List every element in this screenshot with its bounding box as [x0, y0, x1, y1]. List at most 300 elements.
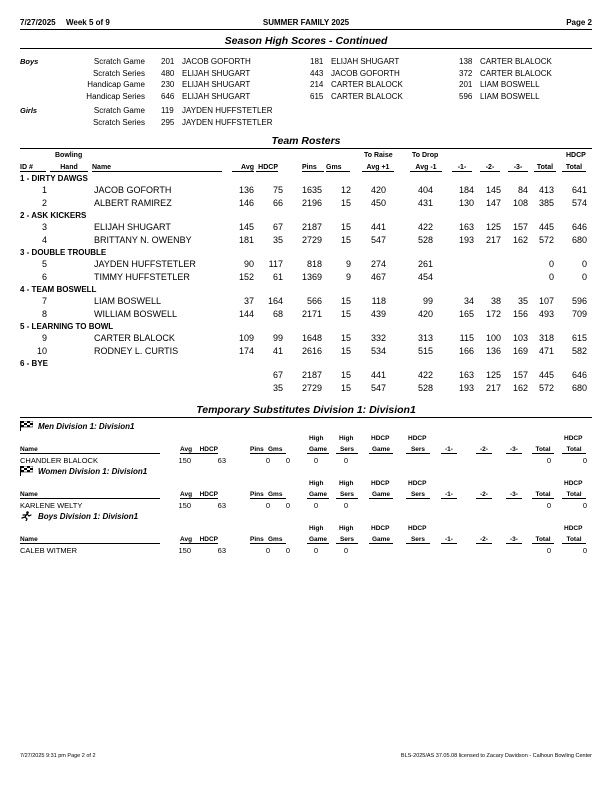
- sub-high-game: 0: [313, 456, 318, 465]
- roster-hdcp-total: 0: [581, 272, 587, 282]
- roster-hdcp-total: 709: [571, 309, 587, 319]
- roster-g3: 103: [512, 333, 528, 343]
- sub-col-total: Total: [532, 446, 554, 454]
- sub-col-hdcp: HDCP: [199, 491, 218, 498]
- roster-id: 10: [36, 346, 47, 356]
- sub-hdcp: 63: [217, 501, 226, 510]
- team-rosters-rule: [20, 148, 592, 149]
- season-score: 615: [310, 91, 324, 101]
- sub-gms: 0: [285, 546, 290, 555]
- sub-col-high-sers-top: High: [339, 435, 354, 442]
- roster-g2: 100: [485, 333, 501, 343]
- bowler-name: ELIJAH SHUGART: [94, 222, 171, 232]
- header-date: 7/27/2025: [20, 18, 56, 27]
- col-avg-plus: Avg +1: [362, 164, 394, 172]
- footer-right: BLS-2025/AS 37.05.08 licensed to Zacary Davidson - Calhoun Bowling Center: [400, 753, 592, 759]
- roster-g1: 163: [458, 370, 474, 380]
- roster-row: [0, 235, 612, 247]
- col-name: Name: [92, 164, 222, 172]
- sub-col-hdcp-game: Game: [369, 536, 393, 544]
- season-category: Handicap Series: [86, 91, 145, 101]
- roster-gms: 12: [340, 185, 351, 195]
- season-category: Scratch Game: [93, 106, 145, 115]
- col-hand: Hand: [50, 164, 88, 172]
- roster-total: 572: [538, 235, 554, 245]
- roster-row: [0, 370, 612, 382]
- sub-col-hdcp-sers-top: HDCP: [408, 525, 427, 532]
- sub-col-game-3: -3-: [506, 536, 522, 544]
- roster-hdcp: 35: [272, 235, 283, 245]
- girls-label: Girls: [20, 106, 38, 115]
- season-category: Scratch Series: [92, 68, 145, 78]
- sub-col-hdcp-sers: Sers: [406, 536, 430, 544]
- season-high-rule: [20, 48, 592, 49]
- sub-col-hdcp-sers-top: HDCP: [408, 480, 427, 487]
- roster-g1: 184: [458, 185, 474, 195]
- roster-drop: 454: [417, 272, 433, 282]
- sub-group-label: Boys Division 1: Division1: [38, 512, 139, 521]
- roster-hdcp: 66: [272, 198, 283, 208]
- bowler-name: WILLIAM BOSWELL: [94, 309, 178, 319]
- sub-col-high-game-top: High: [309, 435, 324, 442]
- sub-col-avg: Avg: [180, 491, 202, 499]
- roster-g1: 165: [458, 309, 474, 319]
- roster-raise: 547: [370, 235, 386, 245]
- col-hdcp-total: Total: [562, 164, 586, 172]
- roster-drop: 404: [417, 185, 433, 195]
- roster-avg: 136: [238, 185, 254, 195]
- roster-total: 445: [538, 370, 554, 380]
- col-game-2: -2-: [480, 164, 500, 172]
- roster-gms: 15: [340, 346, 351, 356]
- roster-g3: 157: [512, 222, 528, 232]
- sub-group-label: Men Division 1: Division1: [38, 422, 135, 431]
- roster-raise: 439: [370, 309, 386, 319]
- sub-col-pins: Pins: [250, 446, 268, 454]
- bowler-name: JACOB GOFORTH: [94, 185, 172, 195]
- roster-total: 493: [538, 309, 554, 319]
- col-to-raise: To Raise: [364, 152, 393, 159]
- col-pins: Pins: [302, 164, 324, 172]
- season-bowler: JAYDEN HUFFSTETLER: [182, 106, 273, 115]
- roster-raise: 547: [370, 383, 386, 393]
- sub-col-high-game-top: High: [309, 525, 324, 532]
- season-score: 646: [161, 91, 175, 101]
- sub-bowler-name: CALEB WITMER: [20, 546, 78, 555]
- sub-gms: 0: [285, 456, 290, 465]
- team-rosters-title: Team Rosters: [271, 135, 341, 147]
- roster-row: [0, 346, 612, 358]
- roster-id: 1: [41, 185, 47, 195]
- roster-gms: 15: [340, 222, 351, 232]
- sub-total: 0: [546, 456, 551, 465]
- sub-col-hdcp-game: Game: [369, 446, 393, 454]
- sub-hdcp-total: 0: [582, 546, 587, 555]
- roster-pins: 2616: [301, 346, 322, 356]
- checkered-flag-icon: [20, 466, 33, 478]
- roster-pins: 2187: [301, 222, 322, 232]
- roster-g2: 136: [485, 346, 501, 356]
- sub-high-sers: 0: [343, 501, 348, 510]
- roster-id: 2: [41, 198, 47, 208]
- sub-high-sers: 0: [343, 546, 348, 555]
- bowler-name: TIMMY HUFFSTETLER: [94, 272, 190, 282]
- col-total: Total: [534, 164, 556, 172]
- sub-col-hdcp-sers-top: HDCP: [408, 435, 427, 442]
- roster-pins: 1648: [301, 333, 322, 343]
- sub-col-name: Name: [20, 491, 160, 499]
- roster-avg: 90: [243, 259, 254, 269]
- roster-g2: 125: [485, 370, 501, 380]
- sub-col-hdcp-total: Total: [562, 446, 586, 454]
- sub-col-game-2: -2-: [476, 536, 492, 544]
- roster-pins: 1369: [301, 272, 322, 282]
- roster-g1: 193: [458, 383, 474, 393]
- bowler-name: JAYDEN HUFFSTETLER: [94, 259, 196, 269]
- roster-pins: 2187: [301, 370, 322, 380]
- sub-col-high-sers-top: High: [339, 525, 354, 532]
- roster-hdcp: 67: [272, 222, 283, 232]
- roster-pins: 2729: [301, 383, 322, 393]
- roster-row: [0, 383, 612, 395]
- roster-hdcp: 35: [272, 383, 283, 393]
- sub-col-game-1: -1-: [441, 491, 457, 499]
- sub-col-total: Total: [532, 491, 554, 499]
- sub-col-high-game-top: High: [309, 480, 324, 487]
- roster-hdcp-total: 574: [571, 198, 587, 208]
- sub-col-pins: Pins: [250, 491, 268, 499]
- sub-col-name: Name: [20, 536, 160, 544]
- roster-raise: 420: [370, 185, 386, 195]
- roster-row: [0, 198, 612, 210]
- roster-avg: 37: [243, 296, 254, 306]
- sub-col-hdcp-game: Game: [369, 491, 393, 499]
- sub-col-game-1: -1-: [441, 446, 457, 454]
- roster-gms: 15: [340, 309, 351, 319]
- sub-col-avg: Avg: [180, 446, 202, 454]
- col-id: ID #: [20, 164, 46, 172]
- season-bowler: CARTER BLALOCK: [480, 68, 552, 78]
- sub-col-hdcp-game-top: HDCP: [371, 435, 390, 442]
- roster-avg: 144: [238, 309, 254, 319]
- season-score: 201: [459, 80, 473, 89]
- roster-gms: 15: [340, 198, 351, 208]
- roster-g2: 217: [485, 235, 501, 245]
- season-score: 214: [310, 80, 324, 89]
- season-score: 596: [459, 91, 473, 101]
- roster-total: 385: [538, 198, 554, 208]
- season-score: 181: [310, 57, 324, 66]
- team-label: 1 - DIRTY DAWGS: [20, 174, 88, 183]
- roster-raise: 534: [370, 346, 386, 356]
- roster-id: 8: [41, 309, 47, 319]
- roster-hdcp: 41: [272, 346, 283, 356]
- team-label: 6 - BYE: [20, 359, 49, 368]
- season-bowler: LIAM BOSWELL: [480, 80, 540, 89]
- roster-total: 107: [538, 296, 554, 306]
- sub-col-hdcp-sers: Sers: [406, 491, 430, 499]
- roster-drop: 99: [422, 296, 433, 306]
- roster-total: 445: [538, 222, 554, 232]
- season-score: 295: [161, 117, 175, 127]
- roster-total: 413: [538, 185, 554, 195]
- bowler-name: ALBERT RAMIREZ: [94, 198, 172, 208]
- roster-g1: 130: [458, 198, 474, 208]
- header-league: SUMMER FAMILY 2025: [262, 18, 350, 27]
- season-bowler: CARTER BLALOCK: [331, 80, 403, 89]
- roster-drop: 528: [417, 235, 433, 245]
- sub-hdcp: 63: [217, 456, 226, 465]
- roster-raise: 441: [370, 222, 386, 232]
- roster-avg: 146: [238, 198, 254, 208]
- sub-hdcp: 63: [217, 546, 226, 555]
- roster-row: [0, 272, 612, 284]
- roster-total: 0: [548, 259, 554, 269]
- season-bowler: ELIJAH SHUGART: [182, 68, 251, 78]
- col-hdcp: HDCP: [256, 164, 278, 172]
- checkered-flag-icon: [20, 421, 33, 433]
- roster-gms: 15: [340, 296, 351, 306]
- sub-high-game: 0: [313, 546, 318, 555]
- roster-gms: 15: [340, 370, 351, 380]
- col-bowling: Bowling: [55, 152, 83, 159]
- roster-total: 0: [548, 272, 554, 282]
- roster-pins: 2729: [301, 235, 322, 245]
- season-bowler: CARTER BLALOCK: [480, 57, 552, 66]
- roster-avg: 145: [238, 222, 254, 232]
- sub-group-label: Women Division 1: Division1: [38, 467, 148, 476]
- roster-hdcp: 68: [272, 309, 283, 319]
- roster-g3: 156: [512, 309, 528, 319]
- roster-g3: 169: [512, 346, 528, 356]
- roster-hdcp: 67: [272, 370, 283, 380]
- sub-hdcp-total: 0: [582, 501, 587, 510]
- roster-drop: 422: [417, 370, 433, 380]
- sub-col-hdcp-total: Total: [562, 536, 586, 544]
- boys-label: Boys: [20, 57, 39, 66]
- roster-drop: 313: [417, 333, 433, 343]
- team-label: 2 - ASK KICKERS: [20, 211, 87, 220]
- roster-gms: 15: [340, 235, 351, 245]
- sub-avg: 150: [178, 501, 191, 510]
- roster-g3: 84: [517, 185, 528, 195]
- bowler-name: LIAM BOSWELL: [94, 296, 162, 306]
- sub-high-game: 0: [313, 501, 318, 510]
- sub-bowler-name: CHANDLER BLALOCK: [20, 456, 98, 465]
- roster-g2: 147: [485, 198, 501, 208]
- col-avg-minus: Avg -1: [410, 164, 442, 172]
- sub-col-high-sers: Sers: [336, 491, 358, 499]
- sub-col-game-1: -1-: [441, 536, 457, 544]
- season-score: 119: [161, 106, 174, 115]
- roster-gms: 15: [340, 383, 351, 393]
- roster-g1: 166: [458, 346, 474, 356]
- footer-left: 7/27/2025 9:31 pm Page 2 of 2: [20, 753, 96, 759]
- col-to-drop: To Drop: [412, 152, 439, 159]
- roster-g1: 163: [458, 222, 474, 232]
- season-bowler: CARTER BLALOCK: [331, 91, 403, 101]
- header-page: Page 2: [566, 18, 592, 27]
- season-bowler: ELIJAH SHUGART: [182, 80, 251, 89]
- substitutes-title: Temporary Substitutes Division 1: Division1: [196, 404, 416, 416]
- season-category: Handicap Game: [87, 80, 145, 89]
- sub-col-hdcp-game-top: HDCP: [371, 480, 390, 487]
- roster-pins: 2196: [301, 198, 322, 208]
- roster-drop: 420: [417, 309, 433, 319]
- roster-drop: 431: [417, 198, 433, 208]
- season-score: 138: [459, 57, 473, 66]
- roster-pins: 1635: [301, 185, 322, 195]
- roster-raise: 332: [370, 333, 386, 343]
- roster-avg: 181: [238, 235, 254, 245]
- sub-avg: 150: [178, 546, 191, 555]
- sub-col-high-game: Game: [308, 491, 328, 498]
- roster-pins: 818: [306, 259, 322, 269]
- sub-col-hdcp-total-top: HDCP: [564, 480, 583, 487]
- season-score: 372: [459, 68, 473, 78]
- sub-col-hdcp-total-top: HDCP: [564, 525, 583, 532]
- season-score: 443: [310, 68, 324, 78]
- roster-g1: 193: [458, 235, 474, 245]
- col-avg: Avg: [232, 164, 254, 172]
- season-score: 230: [161, 80, 175, 89]
- season-category: Scratch Series: [92, 117, 145, 127]
- sub-col-high-sers-top: High: [339, 480, 354, 487]
- roster-g2: 38: [490, 296, 501, 306]
- roster-g2: 145: [485, 185, 501, 195]
- roster-row: [0, 185, 612, 197]
- roster-hdcp: 61: [272, 272, 283, 282]
- roster-g3: 108: [512, 198, 528, 208]
- roster-raise: 450: [370, 198, 386, 208]
- roster-id: 5: [41, 259, 47, 269]
- roster-g3: 157: [512, 370, 528, 380]
- roster-id: 4: [41, 235, 47, 245]
- team-label: 3 - DOUBLE TROUBLE: [20, 248, 107, 257]
- sub-total: 0: [546, 501, 551, 510]
- roster-avg: 109: [238, 333, 254, 343]
- roster-hdcp: 99: [272, 333, 283, 343]
- season-bowler: JACOB GOFORTH: [331, 68, 400, 78]
- roster-hdcp-total: 596: [571, 296, 587, 306]
- sub-col-hdcp-total-top: HDCP: [564, 435, 583, 442]
- sub-col-game-3: -3-: [506, 491, 522, 499]
- roster-g2: 172: [485, 309, 501, 319]
- roster-total: 318: [538, 333, 554, 343]
- sub-pins: 0: [265, 501, 270, 510]
- sub-high-sers: 0: [343, 456, 348, 465]
- sub-col-gms: Gms: [268, 446, 286, 454]
- header-rule: [20, 29, 592, 30]
- roster-g3: 35: [517, 296, 528, 306]
- roster-pins: 2171: [301, 309, 322, 319]
- team-label: 4 - TEAM BOSWELL: [20, 285, 97, 294]
- roster-g3: 162: [512, 235, 528, 245]
- sub-col-high-game: Game: [308, 446, 328, 453]
- roster-row: [0, 259, 612, 271]
- sub-col-hdcp-total: Total: [562, 491, 586, 499]
- sub-col-pins: Pins: [250, 536, 268, 544]
- roster-g1: 34: [463, 296, 474, 306]
- sub-total: 0: [546, 546, 551, 555]
- sub-col-hdcp: HDCP: [199, 536, 218, 543]
- season-bowler: ELIJAH SHUGART: [331, 57, 400, 66]
- sub-col-gms: Gms: [268, 491, 286, 499]
- sub-col-game-2: -2-: [476, 446, 492, 454]
- roster-hdcp-total: 680: [571, 383, 587, 393]
- roster-raise: 467: [370, 272, 386, 282]
- sub-pins: 0: [265, 546, 270, 555]
- season-score: 201: [161, 57, 175, 66]
- sub-col-game-2: -2-: [476, 491, 492, 499]
- roster-avg: 174: [238, 346, 254, 356]
- roster-hdcp-total: 641: [571, 185, 587, 195]
- roster-hdcp: 164: [267, 296, 283, 306]
- runner-icon: [20, 511, 32, 523]
- roster-hdcp-total: 680: [571, 235, 587, 245]
- page-header: [20, 18, 592, 28]
- bowler-name: CARTER BLALOCK: [94, 333, 175, 343]
- season-bowler: JAYDEN HUFFSTETLER: [182, 117, 273, 127]
- header-week: Week 5 of 9: [66, 18, 110, 27]
- roster-drop: 261: [417, 259, 433, 269]
- col-hdcp-top: HDCP: [566, 152, 586, 159]
- col-game-1: -1-: [452, 164, 472, 172]
- sub-col-hdcp: HDCP: [199, 446, 218, 453]
- sub-col-high-sers: Sers: [336, 536, 358, 544]
- roster-gms: 15: [340, 333, 351, 343]
- sub-col-game-3: -3-: [506, 446, 522, 454]
- roster-gms: 9: [345, 272, 351, 282]
- sub-hdcp-total: 0: [582, 456, 587, 465]
- roster-row: [0, 296, 612, 308]
- roster-hdcp-total: 646: [571, 222, 587, 232]
- roster-avg: 152: [238, 272, 254, 282]
- season-bowler: ELIJAH SHUGART: [182, 91, 251, 101]
- roster-g3: 162: [512, 383, 528, 393]
- sub-bowler-name: KARLENE WELTY: [20, 501, 83, 510]
- roster-raise: 441: [370, 370, 386, 380]
- roster-total: 471: [538, 346, 554, 356]
- roster-row: [0, 309, 612, 321]
- sub-avg: 150: [178, 456, 191, 465]
- roster-drop: 528: [417, 383, 433, 393]
- sub-col-hdcp-game-top: HDCP: [371, 525, 390, 532]
- roster-hdcp: 117: [268, 259, 283, 269]
- roster-total: 572: [538, 383, 554, 393]
- sub-col-total: Total: [532, 536, 554, 544]
- sub-gms: 0: [285, 501, 290, 510]
- roster-g2: 217: [485, 383, 501, 393]
- sub-col-hdcp-sers: Sers: [406, 446, 430, 454]
- roster-g1: 115: [459, 333, 474, 343]
- roster-pins: 566: [306, 296, 322, 306]
- roster-hdcp-total: 646: [571, 370, 587, 380]
- substitutes-rule: [20, 417, 592, 418]
- sub-col-high-game: Game: [308, 536, 328, 543]
- bowler-name: RODNEY L. CURTIS: [94, 346, 179, 356]
- col-game-3: -3-: [508, 164, 528, 172]
- sub-col-gms: Gms: [268, 536, 286, 544]
- roster-drop: 515: [417, 346, 433, 356]
- roster-g2: 125: [485, 222, 501, 232]
- season-category: Scratch Game: [93, 57, 145, 66]
- roster-hdcp: 75: [272, 185, 283, 195]
- sub-col-high-sers: Sers: [336, 446, 358, 454]
- roster-hdcp-total: 582: [571, 346, 587, 356]
- col-gms: Gms: [326, 164, 350, 172]
- roster-id: 6: [41, 272, 47, 282]
